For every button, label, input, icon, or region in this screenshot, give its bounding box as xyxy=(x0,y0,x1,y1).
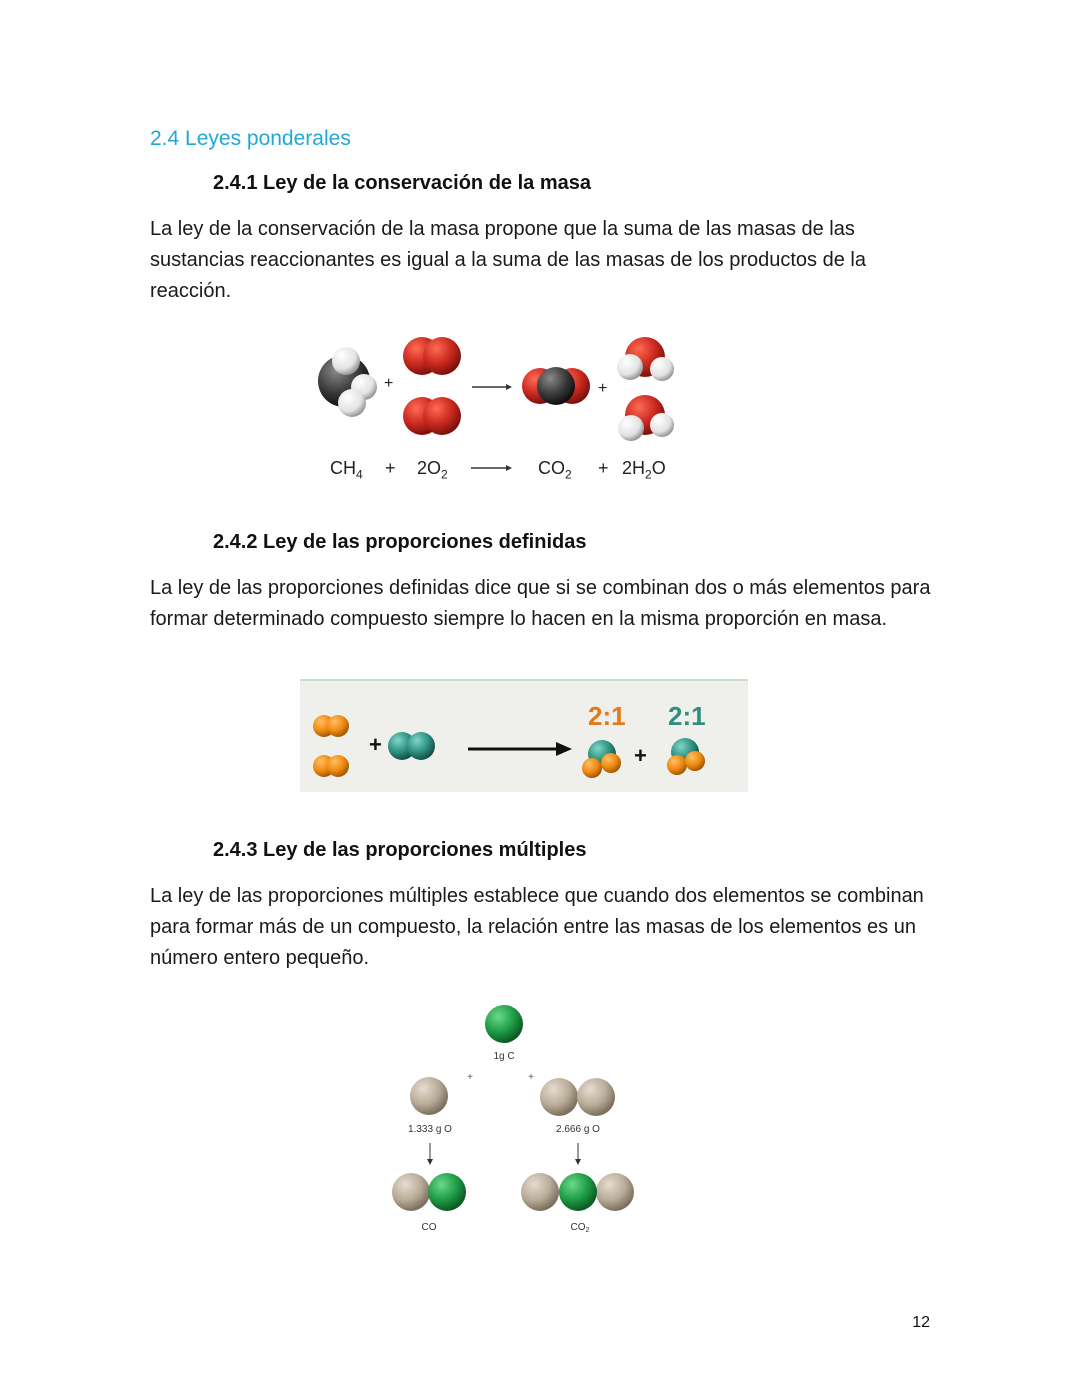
paragraph-proporciones-multiples: La ley de las proporciones múltiples establece que cuando dos elementos se combinan para formar más de un compuesto, la relación entre las masas de los elementos es un número entero pequeño. xyxy=(150,885,924,969)
product-label: CO xyxy=(421,1222,437,1233)
carbon-atom xyxy=(485,1005,523,1043)
ratio-label: 2:1 xyxy=(668,701,706,731)
orange-diatomic-molecule xyxy=(313,755,349,777)
definite-proportions-figure xyxy=(300,679,748,792)
section-heading: 2.4 Leyes ponderales xyxy=(150,127,351,150)
equation-arrow-icon xyxy=(470,462,514,474)
paragraph-conservacion: La ley de la conservación de la masa propone que la suma de las masas de las sustancias reaccionantes es igual a la suma de las masas de los productos de la reacción. xyxy=(150,218,866,302)
oxygen-atom xyxy=(410,1077,448,1115)
plus-sign: + xyxy=(528,1072,534,1083)
plus-sign: + xyxy=(467,1072,473,1083)
plus-sign: + xyxy=(634,743,647,768)
orange-diatomic-molecule xyxy=(313,715,349,737)
plus-sign: + xyxy=(384,375,394,392)
oxygen-pair xyxy=(540,1078,615,1116)
equation-plus: + xyxy=(598,458,609,478)
equation-water: $2H_2O$ xyxy=(622,458,666,482)
product-label: $CO_2$ xyxy=(570,1222,590,1234)
multiple-proportions-figure xyxy=(380,1000,650,1240)
down-arrow-icon xyxy=(575,1143,581,1165)
teal-diatomic-molecule xyxy=(388,732,435,760)
subsection-title-conservacion: 2.4.1 Ley de la conservación de la masa xyxy=(213,172,591,194)
subsection-title-proporciones-definidas: 2.4.2 Ley de las proporciones definidas xyxy=(213,531,587,553)
oxygen-molecule xyxy=(403,397,461,435)
page-number: 12 xyxy=(912,1314,930,1331)
methane-molecule xyxy=(318,347,377,417)
oxygen-mass-label: 1.333 g O xyxy=(408,1124,452,1135)
reaction-arrow xyxy=(472,384,512,390)
ratio-label: 2:1 xyxy=(588,701,626,731)
carbon-dioxide-molecule xyxy=(522,367,590,405)
water-molecule xyxy=(617,337,674,381)
equation-oxygen: $2O_2$ xyxy=(417,458,448,482)
water-molecule xyxy=(618,395,674,441)
carbon-dioxide-molecule xyxy=(521,1173,634,1211)
oxygen-molecule xyxy=(403,337,461,375)
plus-sign: + xyxy=(598,380,608,397)
subsection-title-proporciones-multiples: 2.4.3 Ley de las proporciones múltiples xyxy=(213,839,587,861)
down-arrow-icon xyxy=(427,1143,433,1165)
equation-plus: + xyxy=(385,458,396,478)
methane-combustion-molecules-figure xyxy=(300,325,700,455)
plus-sign: + xyxy=(369,732,382,757)
paragraph-proporciones-definidas: La ley de las proporciones definidas dice que si se combinan dos o más elementos para formar determinado compuesto siempre lo hacen en la misma proporción en masa. xyxy=(150,577,931,630)
oxygen-mass-label: 2.666 g O xyxy=(556,1124,600,1135)
carbon-mass-label: 1g C xyxy=(493,1051,515,1062)
equation-carbon-dioxide: $CO_2$ xyxy=(538,458,572,482)
carbon-monoxide-molecule xyxy=(392,1173,466,1211)
equation-methane: $CH_4$ xyxy=(330,458,363,482)
